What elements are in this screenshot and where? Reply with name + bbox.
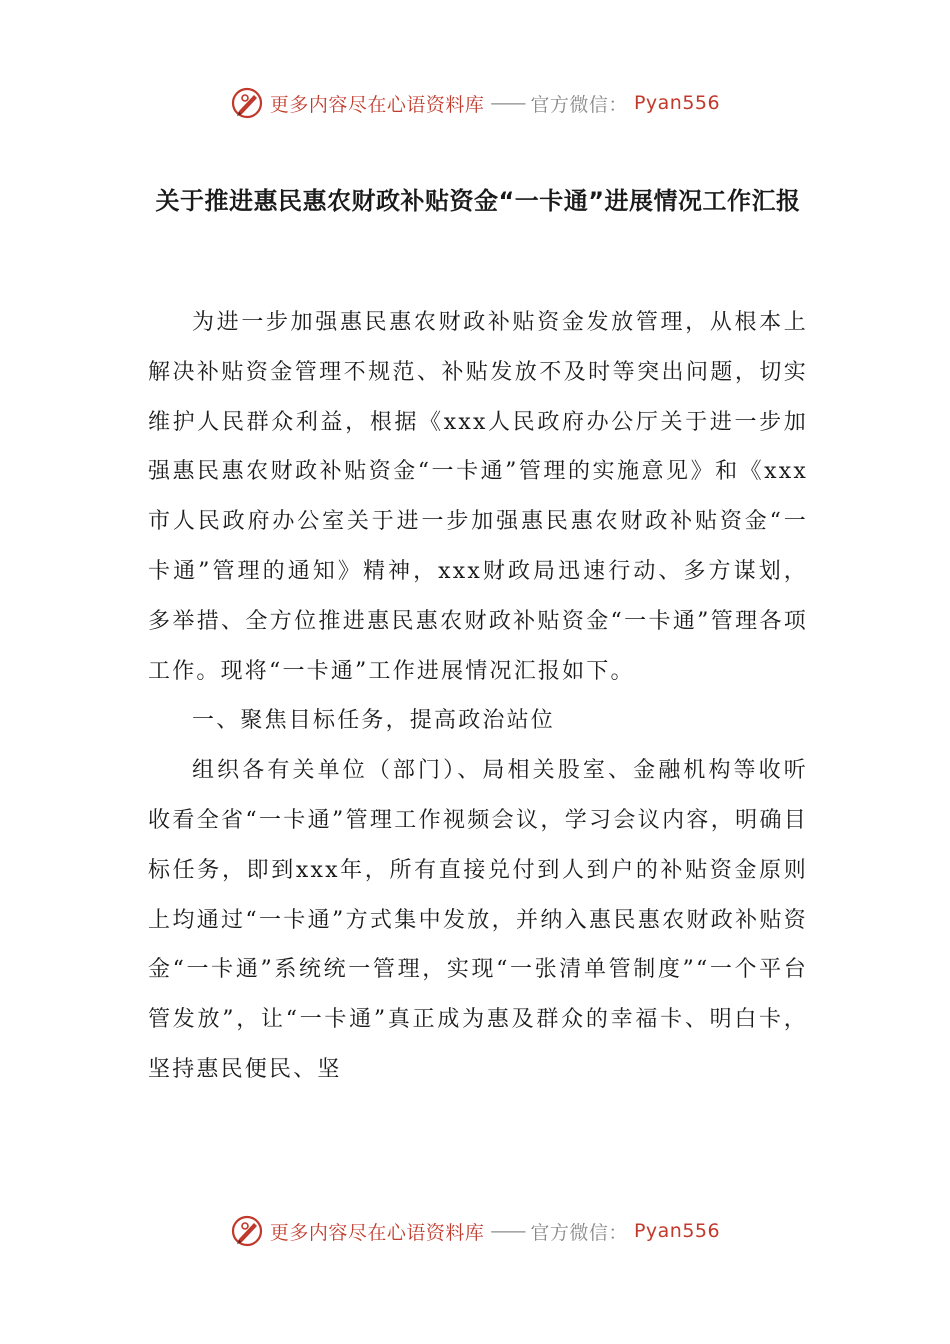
paragraph-intro: 为进一步加强惠民惠农财政补贴资金发放管理，从根本上解决补贴资金管理不规范、补贴发放不及时等突出问题，切实维护人民群众利益，根据《xxx人民政府办公厅关于进一步加强惠民惠农财政补贴资金“一卡通”管理的实施意见》和《xxx市人民政府办公室关于进一步加强惠民惠农财政补贴资金“一卡通”管理的通知》精神，xxx财政局迅速行动、多方谋划，多举措、全方位推进惠民惠农财政补贴资金“一卡通”管理各项工作。现将“一卡通”工作进展情况汇报如下。 [148,310,808,684]
watermark-official-label: 官方微信： [530,93,628,116]
watermark-brand: 更多内容尽在心语资料库 [269,1221,485,1244]
footer-watermark [0,1214,950,1248]
pen-circle-icon [230,1214,264,1248]
document-title: 关于推进惠民惠农财政补贴资金“一卡通”进展情况工作汇报 [155,187,801,215]
watermark-official-label: 官方微信： [530,1221,628,1244]
watermark-brand: 更多内容尽在心语资料库 [269,93,485,116]
watermark-wechat-id: Pyan556 [633,1220,721,1242]
section-heading-1: 一、聚焦目标任务，提高政治站位 [192,708,556,734]
document-body [148,298,808,1095]
paragraph-section-1: 组织各有关单位（部门）、局相关股室、金融机构等收听收看全省“一卡通”管理工作视频会议，学习会议内容，明确目标任务，即到xxx年，所有直接兑付到人到户的补贴资金原则上均通过“一卡通”方式集中发放，并纳入惠民惠农财政补贴资金“一卡通”系统统一管理，实现“一张清单管制度”“一个平台管发放”，让“一卡通”真正成为惠及群众的幸福卡、明白卡，坚持惠民便民、坚 [148,758,808,1082]
watermark-dash: —— [490,92,525,114]
watermark-wechat-id: Pyan556 [633,92,721,114]
pen-circle-icon [230,86,264,120]
watermark-dash: —— [490,1220,525,1242]
header-watermark [0,86,950,120]
